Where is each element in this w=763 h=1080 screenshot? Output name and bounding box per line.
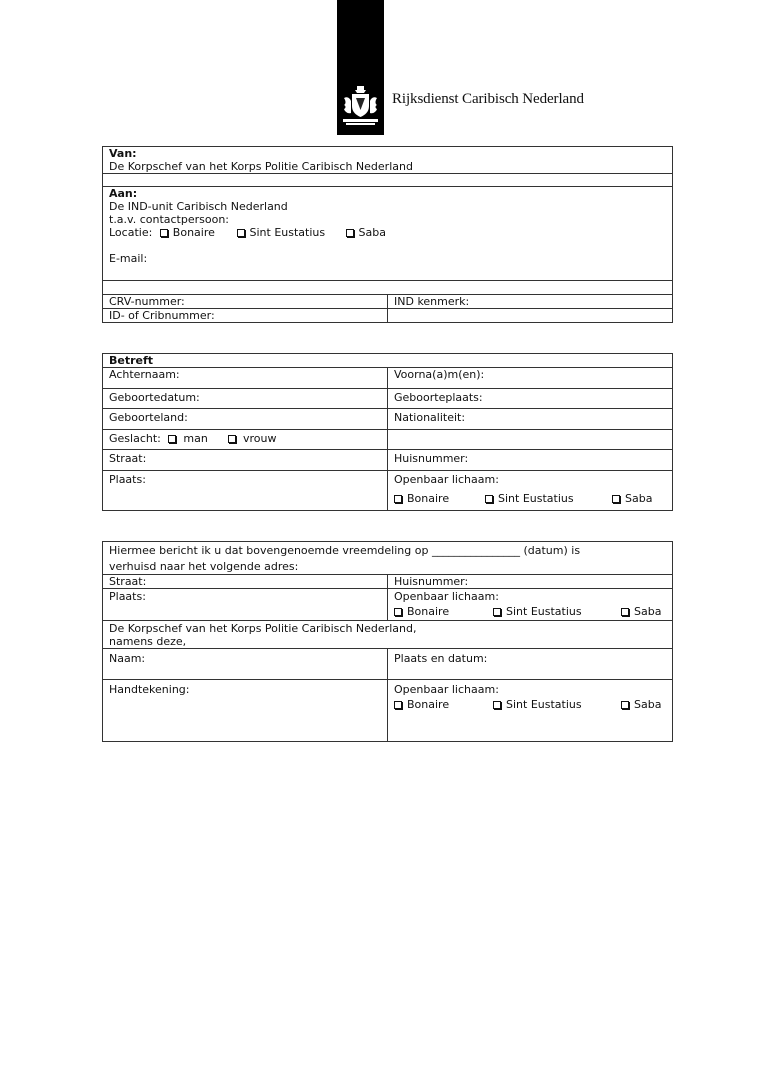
openbaar-lichaam-cell: [388, 471, 673, 511]
empty-cell: [388, 430, 673, 450]
new-straat-field[interactable]: Straat:: [103, 575, 388, 589]
plaats-field[interactable]: Plaats:: [103, 471, 388, 511]
org-name: Rijksdienst Caribisch Nederland: [392, 91, 584, 107]
huisnummer-field[interactable]: Huisnummer:: [388, 450, 673, 471]
van-label: Van:: [109, 147, 137, 160]
checkbox-icon: [612, 495, 620, 503]
signature-island-saba-checkbox[interactable]: Saba: [621, 698, 661, 711]
crest-icon: [340, 84, 381, 132]
subject-table: [102, 353, 673, 511]
spacer-row: [103, 174, 673, 187]
logo-bar: [337, 0, 384, 135]
geslacht-row: [103, 430, 388, 450]
signature-island-bonaire-checkbox[interactable]: Bonaire: [394, 698, 449, 711]
new-island-saba-checkbox[interactable]: Saba: [621, 605, 661, 618]
checkbox-icon: [394, 608, 402, 616]
new-plaats-field[interactable]: Plaats:: [103, 589, 388, 621]
aan-line2[interactable]: t.a.v. contactpersoon:: [109, 213, 230, 226]
korpschef-cell: [103, 621, 673, 649]
empty-cell: [388, 309, 673, 323]
island-options: [394, 492, 666, 505]
locatie-bonaire-checkbox[interactable]: Bonaire: [160, 226, 215, 239]
island-saba-checkbox[interactable]: Saba: [612, 492, 652, 505]
signature-openbaar-lichaam-cell: [388, 680, 673, 742]
checkbox-icon: [237, 229, 245, 237]
locatie-label: Locatie:: [109, 226, 153, 239]
naam-field[interactable]: Naam:: [103, 649, 388, 680]
aan-label: Aan:: [109, 187, 138, 200]
aan-cell: [103, 187, 673, 281]
sender-recipient-table: [102, 146, 673, 323]
checkbox-icon: [485, 495, 493, 503]
checkbox-icon: [160, 229, 168, 237]
straat-field[interactable]: Straat:: [103, 450, 388, 471]
plaats-datum-field[interactable]: Plaats en datum:: [388, 649, 673, 680]
island-bonaire-checkbox[interactable]: Bonaire: [394, 492, 449, 505]
island-sint-eustatius-checkbox[interactable]: Sint Eustatius: [485, 492, 574, 505]
checkbox-icon: [493, 701, 501, 709]
checkbox-icon: [621, 608, 629, 616]
new-openbaar-lichaam-cell: [388, 589, 673, 621]
checkbox-icon: [168, 435, 176, 443]
checkbox-icon: [228, 435, 236, 443]
new-huisnummer-field[interactable]: Huisnummer:: [388, 575, 673, 589]
locatie-sint-eustatius-checkbox[interactable]: Sint Eustatius: [237, 226, 326, 239]
geslacht-label: Geslacht:: [109, 432, 161, 445]
handtekening-field[interactable]: Handtekening:: [103, 680, 388, 742]
signature-island-options: [394, 698, 666, 711]
signature-island-sint-eustatius-checkbox[interactable]: Sint Eustatius: [493, 698, 582, 711]
spacer-row: [103, 281, 673, 295]
relocation-table: [102, 541, 673, 742]
new-island-sint-eustatius-checkbox[interactable]: Sint Eustatius: [493, 605, 582, 618]
korpschef-line1: De Korpschef van het Korps Politie Caribisch Nederland,: [109, 622, 417, 635]
checkbox-icon: [394, 495, 402, 503]
id-cribnumber-field[interactable]: ID- of Cribnummer:: [103, 309, 388, 323]
gender-man-checkbox[interactable]: man: [168, 432, 207, 445]
voornamen-field[interactable]: Voorna(a)m(en):: [388, 368, 673, 389]
aan-line1: De IND-unit Caribisch Nederland: [109, 200, 288, 213]
intro-cell: [103, 542, 673, 575]
intro-line1: Hiermee bericht ik u dat bovengenoemde vreemdeling op ________________ (datum) is: [109, 544, 581, 557]
checkbox-icon: [346, 229, 354, 237]
intro-line2: verhuisd naar het volgende adres:: [109, 560, 299, 573]
checkbox-icon: [394, 701, 402, 709]
new-island-options: [394, 605, 666, 618]
nationaliteit-field[interactable]: Nationaliteit:: [388, 409, 673, 430]
van-cell: [103, 147, 673, 174]
achternaam-field[interactable]: Achternaam:: [103, 368, 388, 389]
new-island-bonaire-checkbox[interactable]: Bonaire: [394, 605, 449, 618]
crv-number-field[interactable]: CRV-nummer:: [103, 295, 388, 309]
van-value: De Korpschef van het Korps Politie Caribisch Nederland: [109, 160, 413, 173]
geboortedatum-field[interactable]: Geboortedatum:: [103, 389, 388, 409]
ind-kenmerk-field[interactable]: IND kenmerk:: [388, 295, 673, 309]
korpschef-line2: namens deze,: [109, 635, 187, 648]
locatie-row: [109, 226, 666, 239]
new-openbaar-lichaam-label: Openbaar lichaam:: [394, 590, 499, 603]
betreft-title: Betreft: [103, 354, 673, 368]
geboorteland-field[interactable]: Geboorteland:: [103, 409, 388, 430]
checkbox-icon: [621, 701, 629, 709]
gender-vrouw-checkbox[interactable]: vrouw: [228, 432, 277, 445]
locatie-saba-checkbox[interactable]: Saba: [346, 226, 386, 239]
openbaar-lichaam-label: Openbaar lichaam:: [394, 473, 499, 486]
checkbox-icon: [493, 608, 501, 616]
signature-openbaar-lichaam-label: Openbaar lichaam:: [394, 683, 499, 696]
geboorteplaats-field[interactable]: Geboorteplaats:: [388, 389, 673, 409]
email-label[interactable]: E-mail:: [109, 252, 148, 265]
